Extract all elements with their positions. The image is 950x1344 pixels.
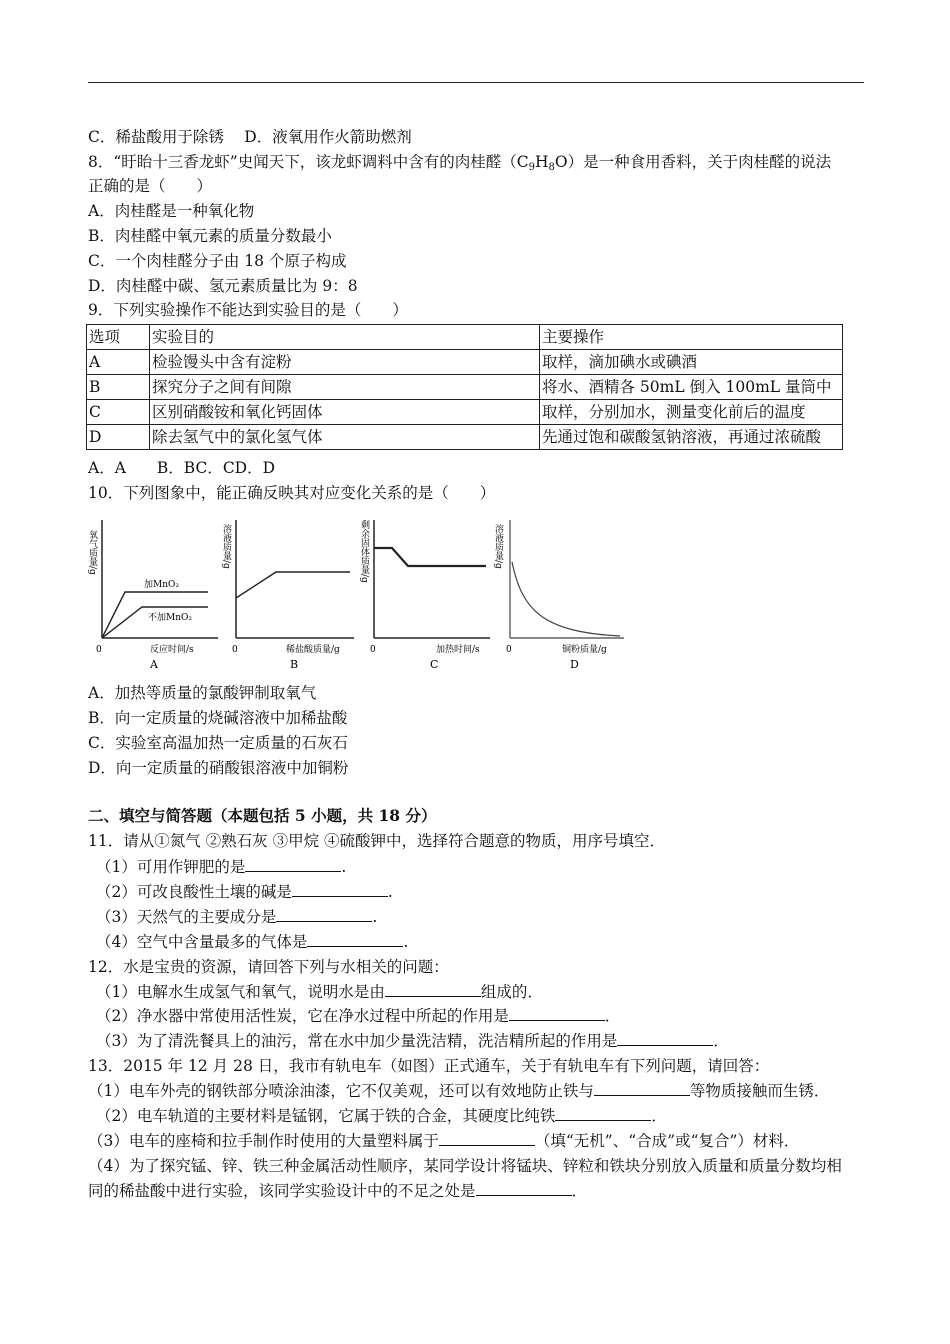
table-cell: C	[87, 400, 150, 425]
table-cell: A	[87, 350, 150, 375]
q11-item-2-end: .	[387, 883, 393, 901]
table-header-cell: 主要操作	[540, 325, 843, 350]
answer-blank[interactable]	[509, 1006, 605, 1021]
header-rule	[88, 82, 864, 83]
answer-blank[interactable]	[245, 857, 341, 872]
answer-blank[interactable]	[385, 982, 481, 997]
q13-item-3-end: （填“无机”、“合成”或“复合”）材料．	[534, 1132, 800, 1150]
q9-stem: 9．下列实验操作不能达到实验目的是（ ）	[88, 301, 408, 319]
q13-item-2-end: ．	[651, 1107, 667, 1125]
q13-item-4-end: ．	[571, 1182, 588, 1200]
q12-item-3-text: （3）为了清洗餐具上的油污，常在水中加少量洗洁精，洗洁精所起的作用是	[96, 1032, 618, 1050]
q8-sub-8: 8	[548, 162, 555, 173]
answer-blank[interactable]	[292, 882, 388, 897]
q8-option-a: A．肉桂醛是一种氧化物	[88, 202, 255, 220]
q13-item-1-end: 等物质接触而生锈．	[689, 1082, 830, 1100]
q11-item-3-text: （3）天然气的主要成分是	[96, 908, 277, 926]
graph-b-curve	[236, 572, 350, 598]
table-cell: B	[87, 375, 150, 400]
q12-stem: 12．水是宝贵的资源，请回答下列与水相关的问题：	[88, 958, 449, 976]
q10-option-d: D．向一定质量的硝酸银溶液中加铜粉	[88, 759, 349, 777]
q9-table	[86, 324, 843, 450]
answer-blank[interactable]	[307, 932, 403, 947]
q8-stem-h: H	[534, 153, 549, 171]
table-header-cell: 选项	[87, 325, 150, 350]
q11-item-3-end: .	[372, 908, 378, 926]
table-cell: 区别硝酸铵和氧化钙固体	[150, 400, 540, 425]
q12-item-3-end: ．	[713, 1032, 729, 1050]
q12-item-2-end: ．	[604, 1007, 621, 1025]
graph-d-ylabel: 溶液质量/g	[493, 524, 503, 569]
section2-title: 二、填空与简答题（本题包括 5 小题，共 18 分）	[88, 806, 437, 825]
table-row	[87, 350, 843, 375]
q8-stem-line1	[88, 152, 831, 172]
table-cell: 取样，滴加碘水或碘酒	[540, 350, 843, 375]
table-cell: 检验馒头中含有淀粉	[150, 350, 540, 375]
q11-item-1	[96, 857, 346, 877]
table-row	[87, 425, 843, 450]
graph-b-ylabel: 溶液质量/g	[221, 524, 231, 569]
graph-a-letter: A	[150, 658, 158, 671]
q13-item-4-line1: （4）为了探究锰、锌、铁三种金属活动性顺序，某同学设计将锰块、锌粒和铁块分别放入质量和质量分数均相	[88, 1157, 842, 1175]
q13-item-3	[88, 1131, 799, 1151]
answer-blank[interactable]	[617, 1031, 713, 1046]
graph-c-ylabel: 剩余固体质量/g	[359, 520, 369, 583]
graph-a	[87, 520, 218, 671]
graph-c	[359, 519, 490, 671]
graph-a-origin: 0	[96, 645, 102, 655]
q10-stem: 10．下列图象中，能正确反映其对应变化关系的是（ ）	[88, 484, 496, 502]
q8-stem-part1: 8．“盱眙十三香龙虾”史闻天下，该龙虾调料中含有的肉桂醛（C	[88, 153, 529, 171]
q8-stem-line2: 正确的是（ ）	[88, 177, 213, 195]
graph-d	[493, 520, 624, 671]
q13-item-1-text: （1）电车外壳的钢铁部分喷涂油漆，它不仅美观，还可以有效地防止铁与	[88, 1082, 594, 1100]
table-cell: 取样，分别加水，测量变化前后的温度	[540, 400, 843, 425]
answer-blank[interactable]	[276, 907, 372, 922]
q11-item-4-text: （4）空气中含量最多的气体是	[96, 933, 308, 951]
q13-item-4-line2	[88, 1181, 587, 1201]
q13-item-1	[88, 1081, 829, 1101]
q13-stem: 13．2015 年 12 月 28 日，我市有轨电车（如图）正式通车，关于有轨电车有下列问题，请回答：	[88, 1057, 770, 1075]
graph-d-curve	[512, 562, 620, 636]
q11-item-1-end: .	[341, 858, 347, 876]
q13-item-2-text: （2）电车轨道的主要材料是锰钢，它属于铁的合金，其硬度比纯铁	[96, 1107, 556, 1125]
q11-item-4	[96, 932, 408, 952]
answer-blank[interactable]	[476, 1181, 572, 1196]
q12-item-2	[96, 1006, 620, 1026]
graph-d-xlabel: 铜粉质量/g	[562, 645, 607, 655]
q11-item-4-end: .	[403, 933, 409, 951]
graph-b-origin: 0	[232, 645, 238, 655]
graph-b-xlabel: 稀盐酸质量/g	[286, 645, 340, 655]
q11-stem: 11．请从①氮气 ②熟石灰 ③甲烷 ④硫酸钾中，选择符合题意的物质，用序号填空．	[88, 832, 666, 850]
answer-blank[interactable]	[594, 1081, 690, 1096]
table-header-row	[87, 325, 843, 350]
q10-option-a: A．加热等质量的氯酸钾制取氧气	[88, 684, 317, 702]
q13-item-2	[96, 1106, 667, 1126]
q10-graphs-svg	[87, 510, 630, 675]
q11-item-2-text: （2）可改良酸性土壤的碱是	[96, 883, 292, 901]
graph-c-origin: 0	[370, 645, 376, 655]
q12-item-1	[96, 982, 543, 1002]
graph-d-letter: D	[570, 658, 579, 671]
table-row	[87, 375, 843, 400]
q10-option-c: C．实验室高温加热一定质量的石灰石	[88, 734, 348, 752]
table-cell: 除去氢气中的氯化氢气体	[150, 425, 540, 450]
graph-a-curve1-label: 加MnO₂	[144, 580, 179, 590]
q12-item-3	[96, 1031, 729, 1051]
table-cell: 将水、酒精各 50mL 倒入 100mL 量筒中	[540, 375, 843, 400]
q12-item-1-end: 组成的．	[480, 983, 543, 1001]
graph-c-letter: C	[430, 658, 439, 671]
table-cell: D	[87, 425, 150, 450]
table-header-cell: 实验目的	[150, 325, 540, 350]
graph-b-letter: B	[290, 658, 299, 671]
q8-option-b: B．肉桂醛中氧元素的质量分数最小	[88, 227, 332, 245]
q11-item-2	[96, 882, 393, 902]
q8-sub-9: 9	[528, 162, 535, 173]
q8-stem-part2: O）是一种食用香料，关于肉桂醛的说法	[554, 153, 832, 171]
graph-c-curve	[374, 548, 486, 566]
q8-option-d: D．肉桂醛中碳、氢元素质量比为 9：8	[88, 277, 358, 295]
graph-c-xlabel: 加热时间/s	[436, 645, 480, 655]
graph-a-ylabel: 氧气质量/g	[87, 530, 97, 575]
graph-d-origin: 0	[506, 645, 512, 655]
q7-option-cd: C．稀盐酸用于除锈 D．液氧用作火箭助燃剂	[88, 128, 412, 146]
graph-a-curve2-label: 不加MnO₂	[148, 613, 192, 623]
q12-item-1-text: （1）电解水生成氢气和氧气，说明水是由	[96, 983, 385, 1001]
table-cell: 探究分子之间有间隙	[150, 375, 540, 400]
answer-blank[interactable]	[555, 1106, 651, 1121]
q10-option-b: B．向一定质量的烧碱溶液中加稀盐酸	[88, 709, 348, 727]
q9-answers: A．A B．BC．CD．D	[88, 459, 276, 477]
q10-graphs	[87, 510, 630, 675]
q13-item-3-text: （3）电车的座椅和拉手制作时使用的大量塑料属于	[88, 1132, 439, 1150]
q8-option-c: C．一个肉桂醛分子由 18 个原子构成	[88, 252, 347, 270]
q12-item-2-text: （2）净水器中常使用活性炭，它在净水过程中所起的作用是	[96, 1007, 509, 1025]
q11-item-1-text: （1）可用作钾肥的是	[96, 858, 246, 876]
q13-item-4-text: 同的稀盐酸中进行实验，该同学实验设计中的不足之处是	[88, 1182, 476, 1200]
graph-a-xlabel: 反应时间/s	[150, 645, 194, 655]
table-row	[87, 400, 843, 425]
graph-b	[221, 520, 354, 671]
q11-item-3	[96, 907, 377, 927]
table-cell: 先通过饱和碳酸氢钠溶液，再通过浓硫酸	[540, 425, 843, 450]
answer-blank[interactable]	[439, 1131, 535, 1146]
